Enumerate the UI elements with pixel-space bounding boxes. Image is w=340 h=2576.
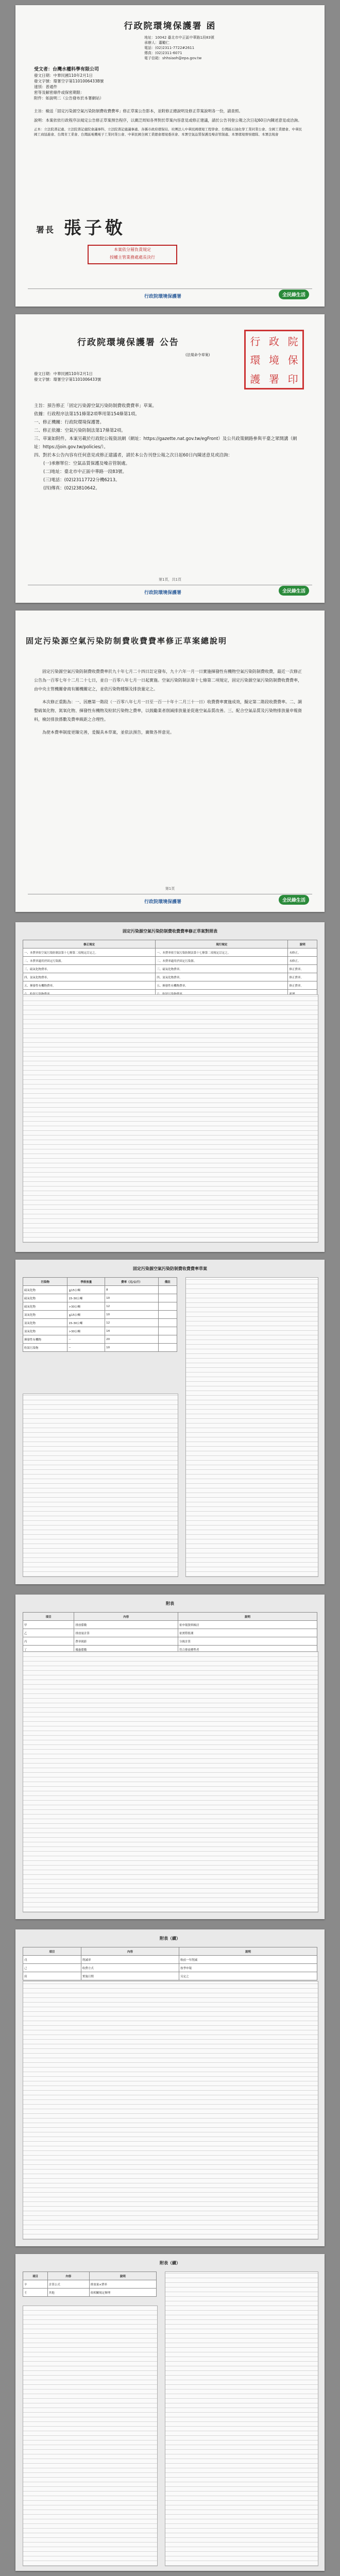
- column-header: 說明: [288, 940, 317, 948]
- table-cell: [158, 1327, 177, 1335]
- comparison-table: [23, 940, 317, 998]
- doc-number: 發文字號：環署空字第1101006433B號: [34, 79, 104, 83]
- table-title: 附表（續）: [160, 1936, 180, 1941]
- speed: 速別：普通件: [34, 84, 57, 89]
- column-header: 季排放量: [67, 1278, 105, 1286]
- scanned-table-image: [23, 1651, 318, 1912]
- table-row: [23, 1629, 317, 1637]
- page-title: 行政院環境保護署 函: [124, 21, 216, 31]
- item: 一、修正機關：行政院環境保護署。: [34, 420, 105, 425]
- item: 三、草案如附件。本案另載於行政院公報資訊網（網址：https://gazette.nat.gov.tw/egFront）及公共政策網路參與平臺之眾開講（網址：https://join.gov.tw/policies/）。: [34, 436, 297, 450]
- table-row: [23, 1344, 177, 1352]
- column-header: 說明: [179, 1947, 317, 1956]
- stamp-line: 本案依分層負責規定: [114, 247, 151, 252]
- table-cell: 12: [105, 1302, 158, 1311]
- basis: 依據：行政程序法第151條第2項準用第154條第1項。: [34, 412, 140, 417]
- table-cell: >30公噸: [67, 1302, 105, 1311]
- table-cell: 排放係數: [74, 1621, 178, 1629]
- table-row: [23, 1311, 177, 1319]
- table-cell: 丙: [23, 1637, 74, 1646]
- table-row: [23, 965, 317, 973]
- column-header: 現行規定: [156, 940, 288, 948]
- secret-level: 密等及解密條件或保密期限：: [34, 90, 84, 95]
- table-cell: 8: [105, 1286, 158, 1294]
- table-cell: 硫氧化物: [23, 1286, 67, 1294]
- table-title: 固定污染源空氣污染防制費收費費率修正草案對照表: [123, 929, 217, 934]
- signature-title: 署長: [36, 225, 55, 235]
- table-cell: 三、硫氧化物費率。: [23, 965, 156, 973]
- document-page-4: [15, 922, 325, 1252]
- document-page-1: [15, 5, 325, 307]
- signature: [36, 214, 126, 239]
- seal-char: 署: [268, 373, 279, 386]
- page-number: 第1頁: [165, 887, 175, 891]
- table-cell: 氮氧化物: [23, 1327, 67, 1335]
- page-title: 固定污染源空氣污染防制費收費費率修正草案總說明: [26, 636, 228, 646]
- paragraph: 固定污染源空氣污染防制費收費費率於九十年七月二十四日訂定發布，九十六年一月一日實施揮發性有機物空氣污染防制費收費，最近一次修正公告為一百零七年十二月二十七日，並自一百零八年七月一日起實施。空氣污染防制法第十七條第二項規定，固定污染源空氣污染防制費收費費率，由中央主管機關會商有關機關定之，並依污染物種類及排放量定之。: [34, 669, 302, 691]
- table-cell: 分級計算: [178, 1637, 317, 1646]
- table-cell: 費率級距: [74, 1637, 178, 1646]
- page-title: 行政院環境保護署 公告: [77, 337, 179, 348]
- column-header: 備註: [158, 1278, 177, 1286]
- table-cell: 未修正。: [288, 957, 317, 965]
- subject: 主旨：預告修正「固定污染源空氣污染防制費收費費率」草案。: [34, 403, 157, 409]
- table-cell: 依相關規定辦理: [89, 2289, 156, 2297]
- table-cell: [158, 1302, 177, 1311]
- table-row: [23, 1319, 177, 1327]
- table-row: [23, 2280, 157, 2289]
- table-row: [23, 1286, 177, 1294]
- column-header: 費率（元/公斤）: [105, 1278, 158, 1286]
- official-seal: [244, 330, 304, 389]
- scanned-table-image: [185, 1277, 318, 1577]
- subject: 主旨：檢送「固定污染源空氣污染防制費收費費率」修正草案公告影本，並附修正總說明及修正草案說明各一份，請查照。: [34, 109, 243, 113]
- column-header: 項目: [23, 1613, 74, 1621]
- table-cell: 未修正。: [288, 948, 317, 957]
- table-cell: 三、硫氧化物費率。: [156, 965, 288, 973]
- table-cell: [158, 1286, 177, 1294]
- contact-block: [144, 35, 214, 61]
- table-cell: ≦15公噸: [67, 1311, 105, 1319]
- table-cell: 庚: [23, 1972, 81, 1980]
- column-header: 污染物: [23, 1278, 67, 1286]
- table-row: [23, 1637, 317, 1646]
- table-cell: 修正費率。: [288, 981, 317, 990]
- table-cell: 10: [105, 1311, 158, 1319]
- table-cell: [158, 1294, 177, 1302]
- table-cell: 硫氧化物: [23, 1294, 67, 1302]
- table-cell: 一、本費率依空氣污染防制法第十七條第二項規定訂定之。: [156, 948, 288, 957]
- table-row: [23, 2289, 157, 2297]
- doc-meta: [34, 67, 104, 101]
- green-life-logo: 全民綠生活: [279, 586, 309, 596]
- column-header: 內容: [81, 1947, 179, 1956]
- table-row: [23, 1956, 317, 1964]
- table-cell: 較前一年削減: [179, 1956, 317, 1964]
- contact-line: 電子信箱：shhsiaoh@epa.gov.tw: [144, 56, 202, 60]
- contact-line: 傳真：(02)2311-6071: [144, 51, 182, 55]
- table-cell: 四、氮氧化物費率。: [156, 973, 288, 981]
- contact-line: 承辦人：蕭勵仁: [144, 41, 169, 45]
- column-header: 內容: [47, 2272, 89, 2280]
- column-header: 說明: [89, 2272, 156, 2280]
- paragraph: 為使本費率制度更臻完善，爰擬具本草案，並依法預告，廣徵各界意見。: [42, 730, 174, 735]
- page-number: 第1頁，共1頁: [159, 578, 181, 582]
- table-cell: 12: [105, 1319, 158, 1327]
- table-cell: 甲: [23, 1621, 74, 1629]
- green-life-logo: 全民綠生活: [279, 290, 309, 299]
- scanned-table-image: [23, 2306, 158, 2566]
- appendix-table: [23, 1612, 317, 1654]
- document-page-7: [15, 1929, 325, 2246]
- doc-meta: [34, 371, 101, 382]
- column-header: 內容: [74, 1613, 178, 1621]
- table-cell: 20: [105, 1335, 158, 1344]
- table-row: [23, 1964, 317, 1972]
- table-cell: 10: [105, 1294, 158, 1302]
- epa-logo: 行政院環境保護署: [144, 900, 182, 905]
- table-cell: 辛: [23, 2280, 48, 2289]
- table-cell: 修正費率。: [288, 973, 317, 981]
- table-row: [23, 1972, 317, 1980]
- table-cell: 二、本費率適用於固定污染源。: [23, 957, 156, 965]
- table-row: [23, 957, 317, 965]
- table-cell: 15-30公噸: [67, 1319, 105, 1327]
- table-cell: 揮發性有機物: [23, 1335, 67, 1344]
- table-cell: [158, 1319, 177, 1327]
- seal-char: 政: [268, 335, 279, 348]
- table-cell: --: [67, 1344, 105, 1352]
- table-cell: 排放量計算: [74, 1629, 178, 1637]
- seal-char: 護: [250, 373, 261, 386]
- explain: 說明：本案依依行政程序法規定公告修正草案預告程序，以廣泛周知各界對於草案內容意見或修正建議，請於公告刊登公報之次日起60日內陳述意見或洽詢。: [34, 118, 302, 123]
- seal-char: 院: [287, 335, 298, 348]
- table-title: 附表: [166, 1601, 174, 1606]
- fee-rate-table: [23, 1277, 177, 1352]
- table-row: [23, 948, 317, 957]
- scanned-table-image: [23, 994, 318, 1243]
- table-cell: 按季申報: [179, 1964, 317, 1972]
- table-cell: 乙: [23, 1629, 74, 1637]
- table-cell: 己: [23, 1964, 81, 1972]
- table-cell: 一、本費率依空氣污染防制法第十七條第二項規定訂定之。: [23, 948, 156, 957]
- doc-body: [34, 667, 302, 737]
- column-header: 說明: [178, 1613, 317, 1621]
- item: 二、修正依據：空氣污染防制法第17條第2項。: [34, 428, 126, 433]
- document-page-3: [15, 611, 325, 912]
- table-cell: 優惠係數: [74, 1646, 178, 1654]
- send-date: 發文日期：中華民國110年2月1日: [34, 73, 93, 78]
- table-cell: 修正費率。: [288, 965, 317, 973]
- table-cell: 五、揮發性有機物費率。: [156, 981, 288, 990]
- item: (四)傳真：(02)23810642。: [43, 486, 100, 491]
- receiver: 受文者：台灣水權科學有限公司: [34, 67, 99, 72]
- document-page-2: [15, 314, 325, 603]
- table-cell: >30公噸: [67, 1327, 105, 1335]
- table-cell: 氮氧化物: [23, 1319, 67, 1327]
- scanned-table-image: [23, 1394, 178, 1577]
- doc-number: 發文字號：環署空字第1101006433號: [34, 377, 101, 382]
- seal-char: 行: [250, 335, 261, 348]
- table-cell: 符合排放標準者: [178, 1646, 317, 1654]
- seal-char: 境: [268, 354, 279, 367]
- table-cell: 收費方式: [81, 1964, 179, 1972]
- table-cell: [158, 1344, 177, 1352]
- send-date: 發文日期：中華民國110年2月1日: [34, 371, 93, 376]
- signature-name: 張子敬: [63, 218, 126, 239]
- table-cell: 四、氮氧化物費率。: [23, 973, 156, 981]
- draft-note: (法規命令草案): [185, 353, 210, 357]
- table-cell: 14: [105, 1327, 158, 1335]
- table-cell: 10: [105, 1344, 158, 1352]
- table-cell: 戊: [23, 1956, 81, 1964]
- column-header: 修正規定: [23, 940, 156, 948]
- seal-char: 印: [287, 373, 298, 386]
- table-row: [23, 973, 317, 981]
- epa-logo: 行政院環境保護署: [144, 294, 182, 299]
- scanned-table-image: [23, 1981, 318, 2240]
- table-row: [23, 1621, 317, 1629]
- contact-line: 電話：(02)2311-7722#2611: [144, 46, 195, 50]
- table-row: [23, 981, 317, 990]
- table-cell: [158, 1311, 177, 1319]
- item: (三)電話：(02)23117722分機6213。: [43, 478, 120, 483]
- table-cell: 氮氧化物: [23, 1311, 67, 1319]
- document-page-5: [15, 1260, 325, 1584]
- table-cell: 實施日期: [81, 1972, 179, 1980]
- attachment: 附件：如說明二（公告發布於本署網站）: [34, 96, 104, 100]
- scanned-table-image: [165, 2272, 318, 2566]
- table-cell: ≦15公噸: [67, 1286, 105, 1294]
- table-title: 附表（續）: [160, 2261, 180, 2265]
- column-header: 項目: [23, 2272, 48, 2280]
- table-cell: 依實際監測: [178, 1629, 317, 1637]
- epa-logo: 行政院環境保護署: [144, 590, 182, 596]
- item: 四、對於本公告內容有任何意見或修正建議者，請於本公告刊登公報之次日起60日內陳述意見或洽詢：: [34, 453, 232, 458]
- table-cell: 另定之: [179, 1972, 317, 1980]
- stamp-line: 授權主管業務處處長決行: [110, 255, 155, 260]
- cc-list: 正本：立法院書記處、立法院書記處院會議事科、立法院書記處議事處、各縣市政府環保局、社團法人中華民國環境工程學會、台灣區石油化學工業同業公會、全國工業總會、中華民國工商協進會、台灣省工業會、台灣區電機電子工業同業公會、中華民國全國工業總會環境委員會、本署空氣品質保護及噪音管制處、本署環境督察總隊、本署法規會: [34, 127, 302, 137]
- appendix-table: [23, 1947, 317, 1980]
- paragraph: 本次修正重點為：一、因應第一階段（一百零八年七月一日至一百一十年十二月三十一日）收費費率實施成效，擬定第二階段收費費率。二、調整硫氧化物、氮氧化物、揮發性有機物及粒狀污染物之費率，以鼓勵業者削減排放量並促進空氣品質改善。三、配合空氣品質及污染物排放量申報資料，檢討排放係數及費率級距之合理性。: [34, 700, 302, 722]
- table-cell: 五、揮發性有機物費率。: [23, 981, 156, 990]
- table-cell: 粒狀污染物: [23, 1344, 67, 1352]
- table-cell: 壬: [23, 2289, 48, 2297]
- table-cell: 其他: [47, 2289, 89, 2297]
- table-row: [23, 1294, 177, 1302]
- document-page-8: [15, 2254, 325, 2571]
- table-cell: 15-30公噸: [67, 1294, 105, 1302]
- table-title: 固定污染源空氣污染防制費收費費率草案: [133, 1266, 207, 1271]
- appendix-table: [23, 2272, 157, 2297]
- green-life-logo: 全民綠生活: [279, 895, 309, 905]
- item: (二)地址：臺北市中正區中華路一段83號。: [43, 469, 127, 474]
- table-cell: 二、本費率適用於固定污染源。: [156, 957, 288, 965]
- seal-char: 環: [250, 354, 261, 367]
- doc-body: [34, 108, 302, 137]
- table-cell: 削減率: [81, 1956, 179, 1964]
- column-header: 項目: [23, 1947, 81, 1956]
- delegation-stamp: [88, 245, 177, 264]
- table-cell: 丁: [23, 1646, 74, 1654]
- table-row: [23, 1302, 177, 1311]
- doc-body: [34, 402, 302, 493]
- table-cell: --: [67, 1335, 105, 1344]
- table-cell: 計算公式: [47, 2280, 89, 2289]
- table-row: [23, 1327, 177, 1335]
- document-page-6: [15, 1595, 325, 1919]
- table-row: [23, 1335, 177, 1344]
- table-cell: [158, 1335, 177, 1344]
- item: (一)承辦單位：空氣品質保護及噪音管制處。: [43, 461, 130, 466]
- table-cell: 硫氧化物: [23, 1302, 67, 1311]
- table-cell: 排放量×費率: [89, 2280, 156, 2289]
- contact-line: 地址：10042 臺北市中正區中華路1段83號: [144, 36, 214, 40]
- table-cell: 依申報資料檢討: [178, 1621, 317, 1629]
- seal-char: 保: [287, 354, 298, 367]
